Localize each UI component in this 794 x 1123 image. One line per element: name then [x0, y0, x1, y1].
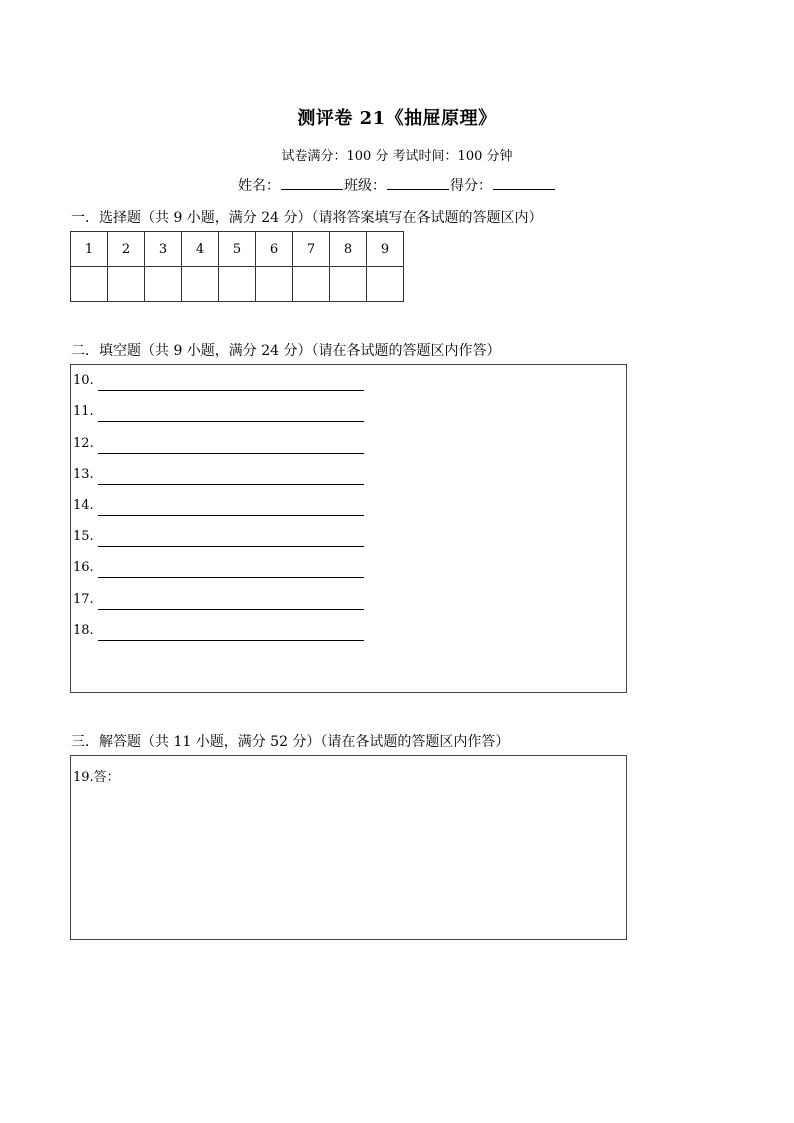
- answer-line[interactable]: [98, 577, 364, 578]
- solve-item-label: 19.答：: [73, 770, 120, 785]
- item-number: 10.: [73, 373, 94, 388]
- answer-line[interactable]: [98, 609, 364, 610]
- answer-line[interactable]: [98, 640, 364, 641]
- answer-cell[interactable]: [219, 267, 256, 302]
- section-heading-multiple-choice: 一．选择题（共 9 小题，满分 24 分）（请将答案填写在各试题的答题区内）: [71, 210, 543, 226]
- question-number-cell: 2: [108, 232, 145, 267]
- question-number-cell: 5: [219, 232, 256, 267]
- question-number-cell: 3: [145, 232, 182, 267]
- item-number: 13.: [73, 467, 94, 482]
- page-title: 测评卷 21《抽屉原理》: [297, 108, 497, 129]
- question-number-cell: 8: [330, 232, 367, 267]
- name-blank[interactable]: [281, 175, 343, 190]
- fill-blank-answer-box: [70, 364, 627, 693]
- question-number-cell: 6: [256, 232, 293, 267]
- answer-line[interactable]: [98, 515, 364, 516]
- fill-blank-item: [73, 373, 95, 393]
- item-number: 18.: [73, 623, 94, 638]
- answer-line[interactable]: [98, 421, 364, 422]
- answer-line[interactable]: [98, 453, 364, 454]
- score-label: 得分：: [450, 178, 492, 194]
- answer-line[interactable]: [98, 546, 364, 547]
- fill-blank-item: [73, 436, 95, 456]
- fill-blank-item: [73, 498, 95, 518]
- class-blank[interactable]: [387, 175, 449, 190]
- name-label: 姓名：: [238, 178, 280, 194]
- item-number: 17.: [73, 592, 94, 607]
- solve-answer-box[interactable]: [70, 755, 627, 940]
- item-number: 15.: [73, 529, 94, 544]
- answer-cell[interactable]: [145, 267, 182, 302]
- question-number-cell: 4: [182, 232, 219, 267]
- question-number-cell: 7: [293, 232, 330, 267]
- answer-cell[interactable]: [108, 267, 145, 302]
- exam-info: 试卷满分：100 分 考试时间：100 分钟: [281, 149, 513, 164]
- answer-cell[interactable]: [256, 267, 293, 302]
- answer-row: [71, 267, 404, 302]
- item-number: 16.: [73, 560, 94, 575]
- section-heading-solve: 三．解答题（共 11 小题，满分 52 分）（请在各试题的答题区内作答）: [71, 734, 510, 750]
- question-number-cell: 1: [71, 232, 108, 267]
- class-label: 班级：: [344, 178, 386, 194]
- section-heading-fill-blank: 二．填空题（共 9 小题，满分 24 分）（请在各试题的答题区内作答）: [71, 343, 501, 359]
- answer-cell[interactable]: [293, 267, 330, 302]
- question-number-cell: 9: [367, 232, 404, 267]
- fill-blank-item: [73, 529, 95, 549]
- fill-blank-item: [73, 467, 95, 487]
- answer-line[interactable]: [98, 484, 364, 485]
- item-number: 12.: [73, 436, 94, 451]
- score-blank[interactable]: [493, 175, 555, 190]
- answer-cell[interactable]: [71, 267, 108, 302]
- answer-cell[interactable]: [367, 267, 404, 302]
- fill-blank-item: [73, 592, 95, 612]
- fill-blank-item: [73, 404, 95, 424]
- question-number-row: [71, 232, 404, 267]
- answer-line[interactable]: [98, 390, 364, 391]
- item-number: 11.: [73, 404, 94, 419]
- answer-cell[interactable]: [182, 267, 219, 302]
- item-number: 14.: [73, 498, 94, 513]
- fill-blank-item: [73, 560, 95, 580]
- fill-blank-item: [73, 623, 95, 643]
- answer-cell[interactable]: [330, 267, 367, 302]
- student-info-line: [0, 175, 794, 195]
- multiple-choice-answer-table: [70, 231, 404, 302]
